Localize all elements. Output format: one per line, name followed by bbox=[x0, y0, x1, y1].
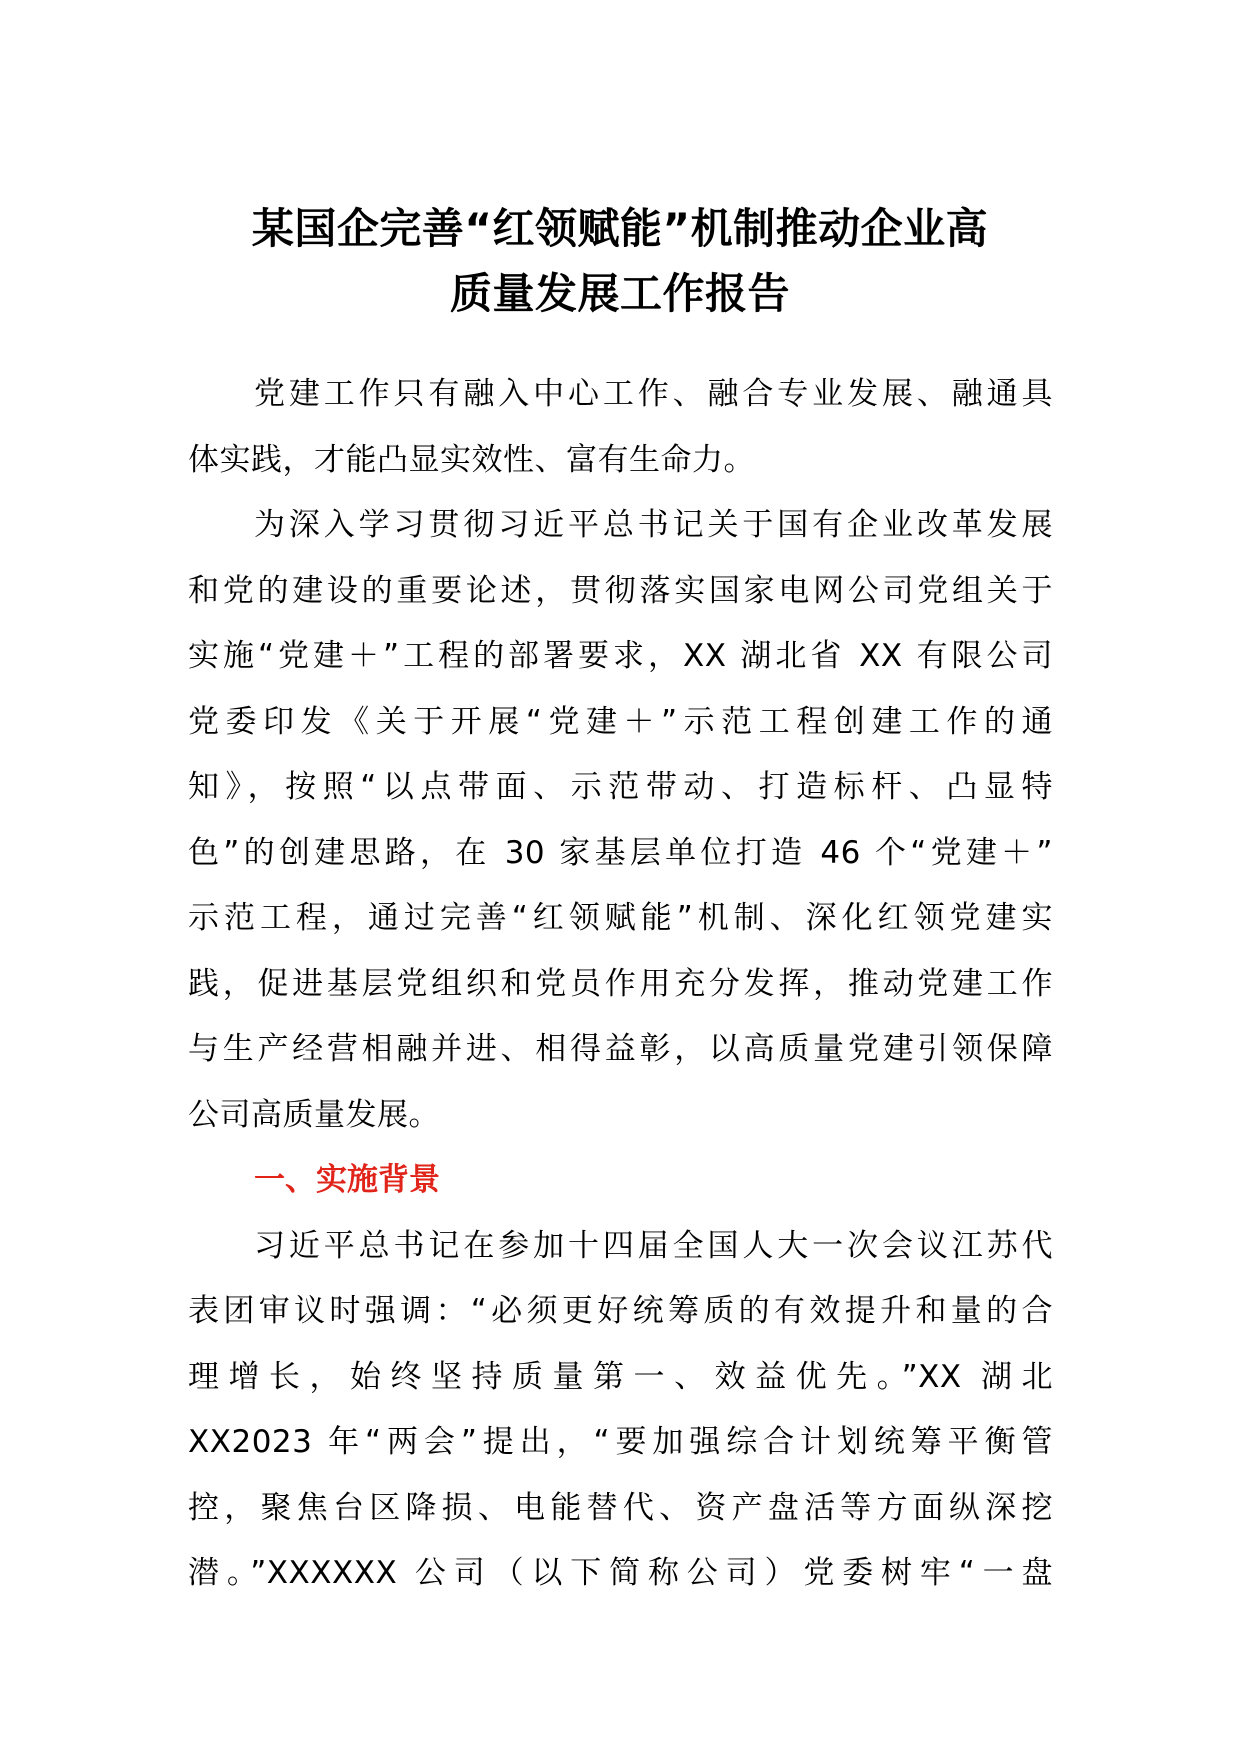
section-heading: 一、实施背景 bbox=[254, 1162, 440, 1198]
intro-paragraph bbox=[188, 362, 1053, 493]
text-line: 为深入学习贯彻习近平总书记关于国有企业改革发展 bbox=[254, 507, 1053, 543]
text-line: 体实践，才能凸显实效性、富有生命力。 bbox=[188, 441, 755, 478]
text-line: 公司高质量发展。 bbox=[188, 1096, 440, 1133]
purpose-paragraph bbox=[188, 493, 1053, 1148]
text-line: 践，促进基层党组织和党员作用充分发挥，推动党建工作 bbox=[188, 965, 1053, 1002]
text-line: 潜。”XXXXXX 公司（以下简称公司）党委树牢“一盘 bbox=[188, 1555, 1053, 1591]
text-line: 习近平总书记在参加十四届全国人大一次会议江苏代 bbox=[254, 1227, 1053, 1264]
document-body bbox=[188, 362, 1053, 1607]
text-line: 表团审议时强调：“必须更好统筹质的有效提升和量的合 bbox=[188, 1293, 1053, 1329]
text-line: XX2023 年“两会”提出，“要加强综合计划统筹平衡管 bbox=[188, 1424, 1053, 1460]
text-line: 色”的创建思路，在 30 家基层单位打造 46 个“党建＋” bbox=[188, 834, 1053, 871]
title-line-1: 某国企完善“红领赋能”机制推动企业高 bbox=[251, 204, 989, 253]
background-paragraph bbox=[188, 1214, 1053, 1607]
text-line: 与生产经营相融并进、相得益彰，以高质量党建引领保障 bbox=[188, 1031, 1053, 1067]
title-line-2: 质量发展工作报告 bbox=[449, 269, 790, 318]
text-line: 和党的建设的重要论述，贯彻落实国家电网公司党组关于 bbox=[188, 572, 1053, 609]
text-line: 实施“党建＋”工程的部署要求，XX 湖北省 XX 有限公司 bbox=[188, 638, 1053, 674]
text-line: 党建工作只有融入中心工作、融合专业发展、融通具 bbox=[254, 376, 1053, 412]
text-line: 示范工程，通过完善“红领赋能”机制、深化红领党建实 bbox=[188, 900, 1053, 936]
document-title bbox=[180, 196, 1060, 326]
text-line: 理增长，始终坚持质量第一、效益优先。”XX 湖北 bbox=[188, 1358, 1053, 1395]
text-line: 党委印发《关于开展“党建＋”示范工程创建工作的通 bbox=[188, 703, 1053, 740]
text-line: 知》，按照“以点带面、示范带动、打造标杆、凸显特 bbox=[188, 769, 1053, 805]
text-line: 控，聚焦台区降损、电能替代、资产盘活等方面纵深挖 bbox=[188, 1489, 1053, 1526]
